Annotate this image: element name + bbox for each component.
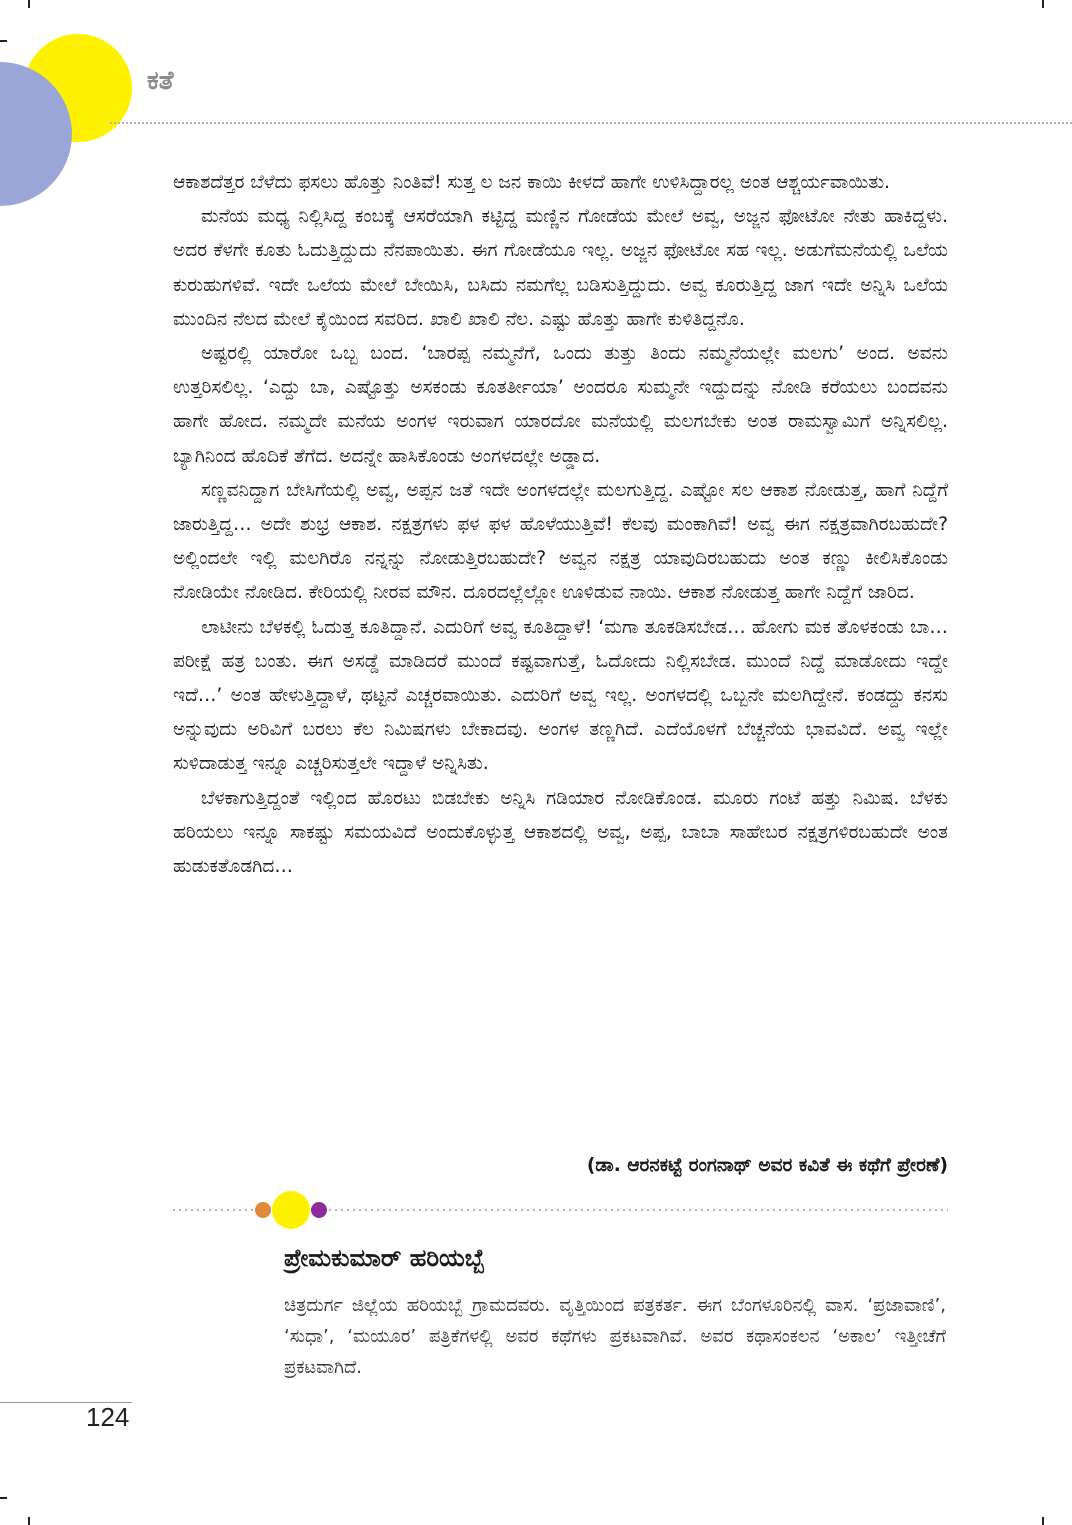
section-title: ಕತೆ <box>147 66 174 96</box>
story-paragraph: ಬೆಳಕಾಗುತ್ತಿದ್ದಂತೆ ಇಲ್ಲಿಂದ ಹೊರಟು ಬಿಡಬೇಕು ಅನ್ನಿಸಿ ಗಡಿಯಾರ ನೋಡಿಕೊಂಡ. ಮೂರು ಗಂಟೆ ಹತ್ತು ನಿಮಿಷ. ಬೆಳಕು ಹರಿಯಲು ಇನ್ನೂ ಸಾಕಷ್ಟು ಸಮಯವಿದೆ ಅಂದುಕೊಳ್ಳುತ್ತ ಆಕಾಶದಲ್ಲಿ ಅವ್ವ, ಅಪ್ಪ, ಬಾಬಾ ಸಾಹೇಬರ ನಕ್ಷತ್ರಗಳಿರಬಹುದೇ ಅಂತ ಹುಡುಕತೊಡಗಿದ… <box>173 787 948 878</box>
header-dotted-rule <box>110 122 1072 124</box>
crop-mark-bottom-right <box>1042 1517 1044 1525</box>
crop-mark-bottom-left <box>28 1517 30 1525</box>
page-number: 124 <box>86 1402 130 1432</box>
orange-dot <box>255 1202 271 1218</box>
story-paragraph: ಲಾಟೀನು ಬೆಳಕಲ್ಲಿ ಓದುತ್ತ ಕೂತಿದ್ದಾನೆ. ಎದುರಿಗೆ ಅವ್ವ ಕೂತಿದ್ದಾಳೆ! ‘ಮಗಾ ತೂಕಡಿಸಬೇಡ… ಹೋಗು ಮಕ ತೊಳಕಂಡು ಬಾ… ಪರೀಕ್ಷೆ ಹತ್ರ ಬಂತು. ಈಗ ಅಸಡ್ಡೆ ಮಾಡಿದರೆ ಮುಂದೆ ಕಷ್ಟವಾಗುತ್ತೆ, ಓದೋದು ನಿಲ್ಲಿಸಬೇಡ. ಮುಂದೆ ನಿದ್ದೆ ಮಾಡೋದು ಇದ್ದೇ ಇದೆ…’ ಅಂತ ಹೇಳುತ್ತಿದ್ದಾಳೆ, ಥಟ್ಟನೆ ಎಚ್ಚರವಾಯಿತು. ಎದುರಿಗೆ ಅವ್ವ ಇಲ್ಲ. ಅಂಗಳದಲ್ಲಿ ಒಬ್ಬನೇ ಮಲಗಿದ್ದೇನೆ. ಕಂಡದ್ದು ಕನಸು ಅನ್ನುವುದು ಅರಿವಿಗೆ ಬರಲು ಕೆಲ ನಿಮಿಷಗಳು ಬೇಕಾದವು. ಅಂಗಳ ತಣ್ಣಗಿದೆ. ಎದೆಯೊಳಗೆ ಬೆಚ್ಚನೆಯ ಭಾವವಿದೆ. ಅವ್ವ ಇಲ್ಲೇ ಸುಳಿದಾಡುತ್ತ ಇನ್ನೂ ಎಚ್ಚರಿಸುತ್ತಲೇ ಇದ್ದಾಳೆ ಅನ್ನಿಸಿತು. <box>173 616 948 775</box>
author-bio: ಚಿತ್ರದುರ್ಗ ಜಿಲ್ಲೆಯ ಹರಿಯಬ್ಬೆ ಗ್ರಾಮದವರು. ವೃತ್ತಿಯಿಂದ ಪತ್ರಕರ್ತ. ಈಗ ಬೆಂಗಳೂರಿನಲ್ಲಿ ವಾಸ. ‘ಪ್ರಜಾವಾಣಿ’, ‘ಸುಧಾ’, ‘ಮಯೂರ’ ಪತ್ರಿಕೆಗಳಲ್ಲಿ ಅವರ ಕಥೆಗಳು ಪ್ರಕಟವಾಗಿವೆ. ಅವರ ಕಥಾಸಂಕಲನ ‘ಅಕಾಲ’ ಇತ್ತೀಚೆಗೆ ಪ್ರಕಟವಾಗಿದೆ. <box>284 1295 946 1378</box>
crop-mark-left-bottom <box>0 1497 7 1499</box>
decorative-circles <box>0 0 200 220</box>
section-divider <box>173 1190 948 1230</box>
inspiration-credit: (ಡಾ. ಆರನಕಟ್ಟೆ ರಂಗನಾಥ್ ಅವರ ಕವಿತೆ ಈ ಕಥೆಗೆ ಪ್ರೇರಣೆ) <box>586 1155 948 1176</box>
author-name: ಪ್ರೇಮಕುಮಾರ್ ಹರಿಯಬ್ಬೆ <box>284 1244 485 1272</box>
story-body <box>173 166 948 884</box>
crop-mark-top-right <box>1042 0 1044 8</box>
yellow-dot <box>272 1191 310 1229</box>
story-paragraph: ಮನೆಯ ಮಧ್ಯ ನಿಲ್ಲಿಸಿದ್ದ ಕಂಬಕ್ಕೆ ಆಸರೆಯಾಗಿ ಕಟ್ಟಿದ್ದ ಮಣ್ಣಿನ ಗೋಡೆಯ ಮೇಲೆ ಅವ್ವ, ಅಜ್ಜನ ಫೋಟೋ ನೇತು ಹಾಕಿದ್ದಳು. ಅದರ ಕೆಳಗೇ ಕೂತು ಓದುತ್ತಿದ್ದುದು ನೆನಪಾಯಿತು. ಈಗ ಗೋಡೆಯೂ ಇಲ್ಲ. ಅಜ್ಜನ ಫೋಟೋ ಸಹ ಇಲ್ಲ. ಅಡುಗೆಮನೆಯಲ್ಲಿ ಒಲೆಯ ಕುರುಹುಗಳಿವೆ. ಇದೇ ಒಲೆಯ ಮೇಲೆ ಬೇಯಿಸಿ, ಬಸಿದು ನಮಗೆಲ್ಲ ಬಡಿಸುತ್ತಿದ್ದುದು. ಅವ್ವ ಕೂರುತ್ತಿದ್ದ ಜಾಗ ಇದೇ ಅನ್ನಿಸಿ ಒಲೆಯ ಮುಂದಿನ ನೆಲದ ಮೇಲೆ ಕೈಯಿಂದ ಸವರಿದ. ಖಾಲಿ ಖಾಲಿ ನೆಲ. ಎಷ್ಟು ಹೊತ್ತು ಹಾಗೇ ಕುಳಿತಿದ್ದನೊ. <box>173 206 948 330</box>
story-paragraph: ಅಷ್ಟರಲ್ಲಿ ಯಾರೋ ಒಬ್ಬ ಬಂದ. ‘ಬಾರಪ್ಪ ನಮ್ಮನೆಗೆ, ಒಂದು ತುತ್ತು ತಿಂದು ನಮ್ಮನೆಯಲ್ಲೇ ಮಲಗು’ ಅಂದ. ಅವನು ಉತ್ತರಿಸಲಿಲ್ಲ. ‘ಎದ್ದು ಬಾ, ಎಷ್ಟೊತ್ತು ಅಸಕಂಡು ಕೂತರ್ತೀಯಾ’ ಅಂದರೂ ಸುಮ್ಮನೇ ಇದ್ದುದನ್ನು ನೋಡಿ ಕರೆಯಲು ಬಂದವನು ಹಾಗೇ ಹೋದ. ನಮ್ಮದೇ ಮನೆಯ ಅಂಗಳ ಇರುವಾಗ ಯಾರದೋ ಮನೆಯಲ್ಲಿ ಮಲಗಬೇಕು ಅಂತ ರಾಮಸ್ವಾಮಿಗೆ ಅನ್ನಿಸಲಿಲ್ಲ. ಬ್ಯಾಗಿನಿಂದ ಹೊದಿಕೆ ತೆಗೆದ. ಅದನ್ನೇ ಹಾಸಿಕೊಂಡು ಅಂಗಳದಲ್ಲೇ ಅಡ್ಡಾದ. <box>173 343 948 467</box>
story-paragraph: ಸಣ್ಣವನಿದ್ದಾಗ ಬೇಸಿಗೆಯಲ್ಲಿ ಅವ್ವ, ಅಪ್ಪನ ಜತೆ ಇದೇ ಅಂಗಳದಲ್ಲೇ ಮಲಗುತ್ತಿದ್ದ. ಎಷ್ಟೋ ಸಲ ಆಕಾಶ ನೋಡುತ್ತ, ಹಾಗೆ ನಿದ್ದೆಗೆ ಜಾರುತ್ತಿದ್ದ… ಅದೇ ಶುಭ್ರ ಆಕಾಶ. ನಕ್ಷತ್ರಗಳು ಫಳ ಫಳ ಹೊಳೆಯುತ್ತಿವೆ! ಕೆಲವು ಮಂಕಾಗಿವೆ! ಅವ್ವ ಈಗ ನಕ್ಷತ್ರವಾಗಿರಬಹುದೇ? ಅಲ್ಲಿಂದಲೇ ಇಲ್ಲಿ ಮಲಗಿರೊ ನನ್ನನ್ನು ನೋಡುತ್ತಿರಬಹುದೇ? ಅವ್ವನ ನಕ್ಷತ್ರ ಯಾವುದಿರಬಹುದು ಅಂತ ಕಣ್ಣು ಕೀಲಿಸಿಕೊಂಡು ನೋಡಿಯೇ ನೋಡಿದ. ಕೇರಿಯಲ್ಲಿ ನೀರವ ಮೌನ. ದೂರದಲ್ಲೆಲ್ಲೋ ಊಳಿಡುವ ನಾಯಿ. ಆಕಾಶ ನೋಡುತ್ತ ಹಾಗೇ ನಿದ್ದೆಗೆ ಜಾರಿದ. <box>173 479 948 604</box>
purple-dot <box>311 1202 327 1218</box>
story-paragraph: ಆಕಾಶದೆತ್ತರ ಬೆಳೆದು ಫಸಲು ಹೊತ್ತು ನಿಂತಿವೆ! ಸುತ್ತ ಲ ಜನ ಕಾಯಿ ಕೀಳದೆ ಹಾಗೇ ಉಳಿಸಿದ್ದಾರಲ್ಲ ಅಂತ ಆಶ್ಚರ್ಯವಾಯಿತು. <box>173 172 891 193</box>
